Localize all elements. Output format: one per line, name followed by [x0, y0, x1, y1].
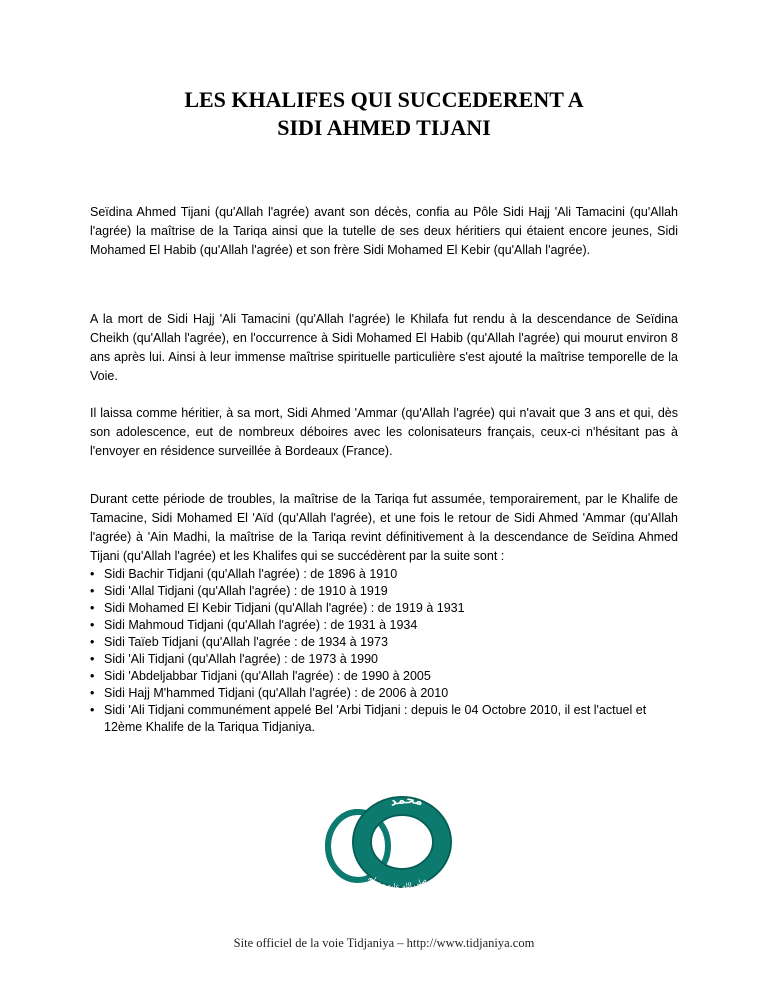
bullet-icon: •: [90, 652, 95, 666]
list-item: • Sidi 'Abdeljabbar Tidjani (qu'Allah l'agrée) : de 1990 à 2005: [90, 669, 431, 683]
rings-logo-icon: [318, 790, 452, 894]
paragraph-4: Durant cette période de troubles, la maîtrise de la Tariqa fut assumée, temporairement, par le Khalife de Tamacine, Sidi Mohamed El 'Aïd (qu'Allah l'agrée), et une fois le retour de Sidi Ahmed 'Ammar (qu'Allah l'agrée) à 'Ain Madhi, la maîtrise de la Tariqa revint définitivement à la descendance de Seïdina Ahmed Tijani (qu'Allah l'agrée) et les Khalifes qui se succédèrent par la suite sont :: [90, 492, 678, 563]
paragraph-2: A la mort de Sidi Hajj 'Ali Tamacini (qu'Allah l'agrée) le Khilafa fut rendu à la descendance de Seïdina Cheikh (qu'Allah l'agrée), en l'occurrence à Sidi Mohamed El Habib (qu'Allah l'agrée) qui mourut environ 8 ans après lui. Ainsi à leur immense maîtrise spirituelle particulière s'est ajouté la maîtrise temporelle de la Voie.: [90, 312, 678, 383]
ring-inscription-top: محمد: [388, 792, 425, 809]
paragraph-1: Seïdina Ahmed Tijani (qu'Allah l'agrée) avant son décès, confia au Pôle Sidi Hajj 'Ali Tamacini (qu'Allah l'agrée) la maîtrise de la Tariqa ainsi que la tutelle de ses deux héritiers qui étaient encore jeunes, Sidi Mohamed El Habib (qu'Allah l'agrée) et son frère Sidi Mohamed El Kebir (qu'Allah l'agrée).: [90, 205, 678, 257]
khalifes-list: [90, 566, 678, 736]
paragraph-3: Il laissa comme héritier, à sa mort, Sidi Ahmed 'Ammar (qu'Allah l'agrée) qui n'avait que 3 ans et qui, dès son adolescence, eut de nombreux déboires avec les colonisateurs français, ceux-ci n'hésitant pas à l'envoyer en résidence surveillée à Bordeaux (France).: [90, 406, 678, 458]
footer-text: Site officiel de la voie Tidjaniya – http://www.tidjaniya.com: [233, 936, 535, 950]
list-item: • Sidi 'Allal Tidjani (qu'Allah l'agrée) : de 1910 à 1919: [90, 584, 388, 598]
list-item: • Sidi 'Ali Tidjani (qu'Allah l'agrée) : de 1973 à 1990: [90, 652, 378, 666]
bullet-icon: •: [90, 584, 95, 598]
list-item: • Sidi Hajj M'hammed Tidjani (qu'Allah l'agrée) : de 2006 à 2010: [90, 686, 449, 700]
bullet-icon: •: [90, 618, 95, 632]
list-item: • Sidi Taïeb Tidjani (qu'Allah l'agrée : de 1934 à 1973: [90, 635, 388, 649]
list-item: • Sidi Mahmoud Tidjani (qu'Allah l'agrée) : de 1931 à 1934: [90, 618, 418, 632]
bullet-icon: •: [90, 669, 95, 683]
large-ring: [362, 806, 442, 878]
bullet-icon: •: [90, 567, 95, 581]
document-title: [90, 86, 678, 142]
bullet-icon: •: [90, 703, 95, 717]
bullet-icon: •: [90, 686, 95, 700]
bullet-icon: •: [90, 601, 95, 615]
ring-inscription-bottom: صلى الله عليه و سلم: [367, 873, 429, 891]
title-line-2: SIDI AHMED TIJANI: [277, 115, 491, 140]
bullet-icon: •: [90, 635, 95, 649]
list-item: • Sidi Mohamed El Kebir Tidjani (qu'Allah l'agrée) : de 1919 à 1931: [90, 601, 465, 615]
title-line-1: LES KHALIFES QUI SUCCEDERENT A: [184, 87, 584, 112]
list-item: • Sidi 'Ali Tidjani communément appelé Bel 'Arbi Tidjani : depuis le 04 Octobre 2010, il est l'actuel et 12ème Khalife de la Tariqua Tidjaniya.: [90, 703, 647, 734]
list-item: • Sidi Bachir Tidjani (qu'Allah l'agrée) : de 1896 à 1910: [90, 567, 398, 581]
